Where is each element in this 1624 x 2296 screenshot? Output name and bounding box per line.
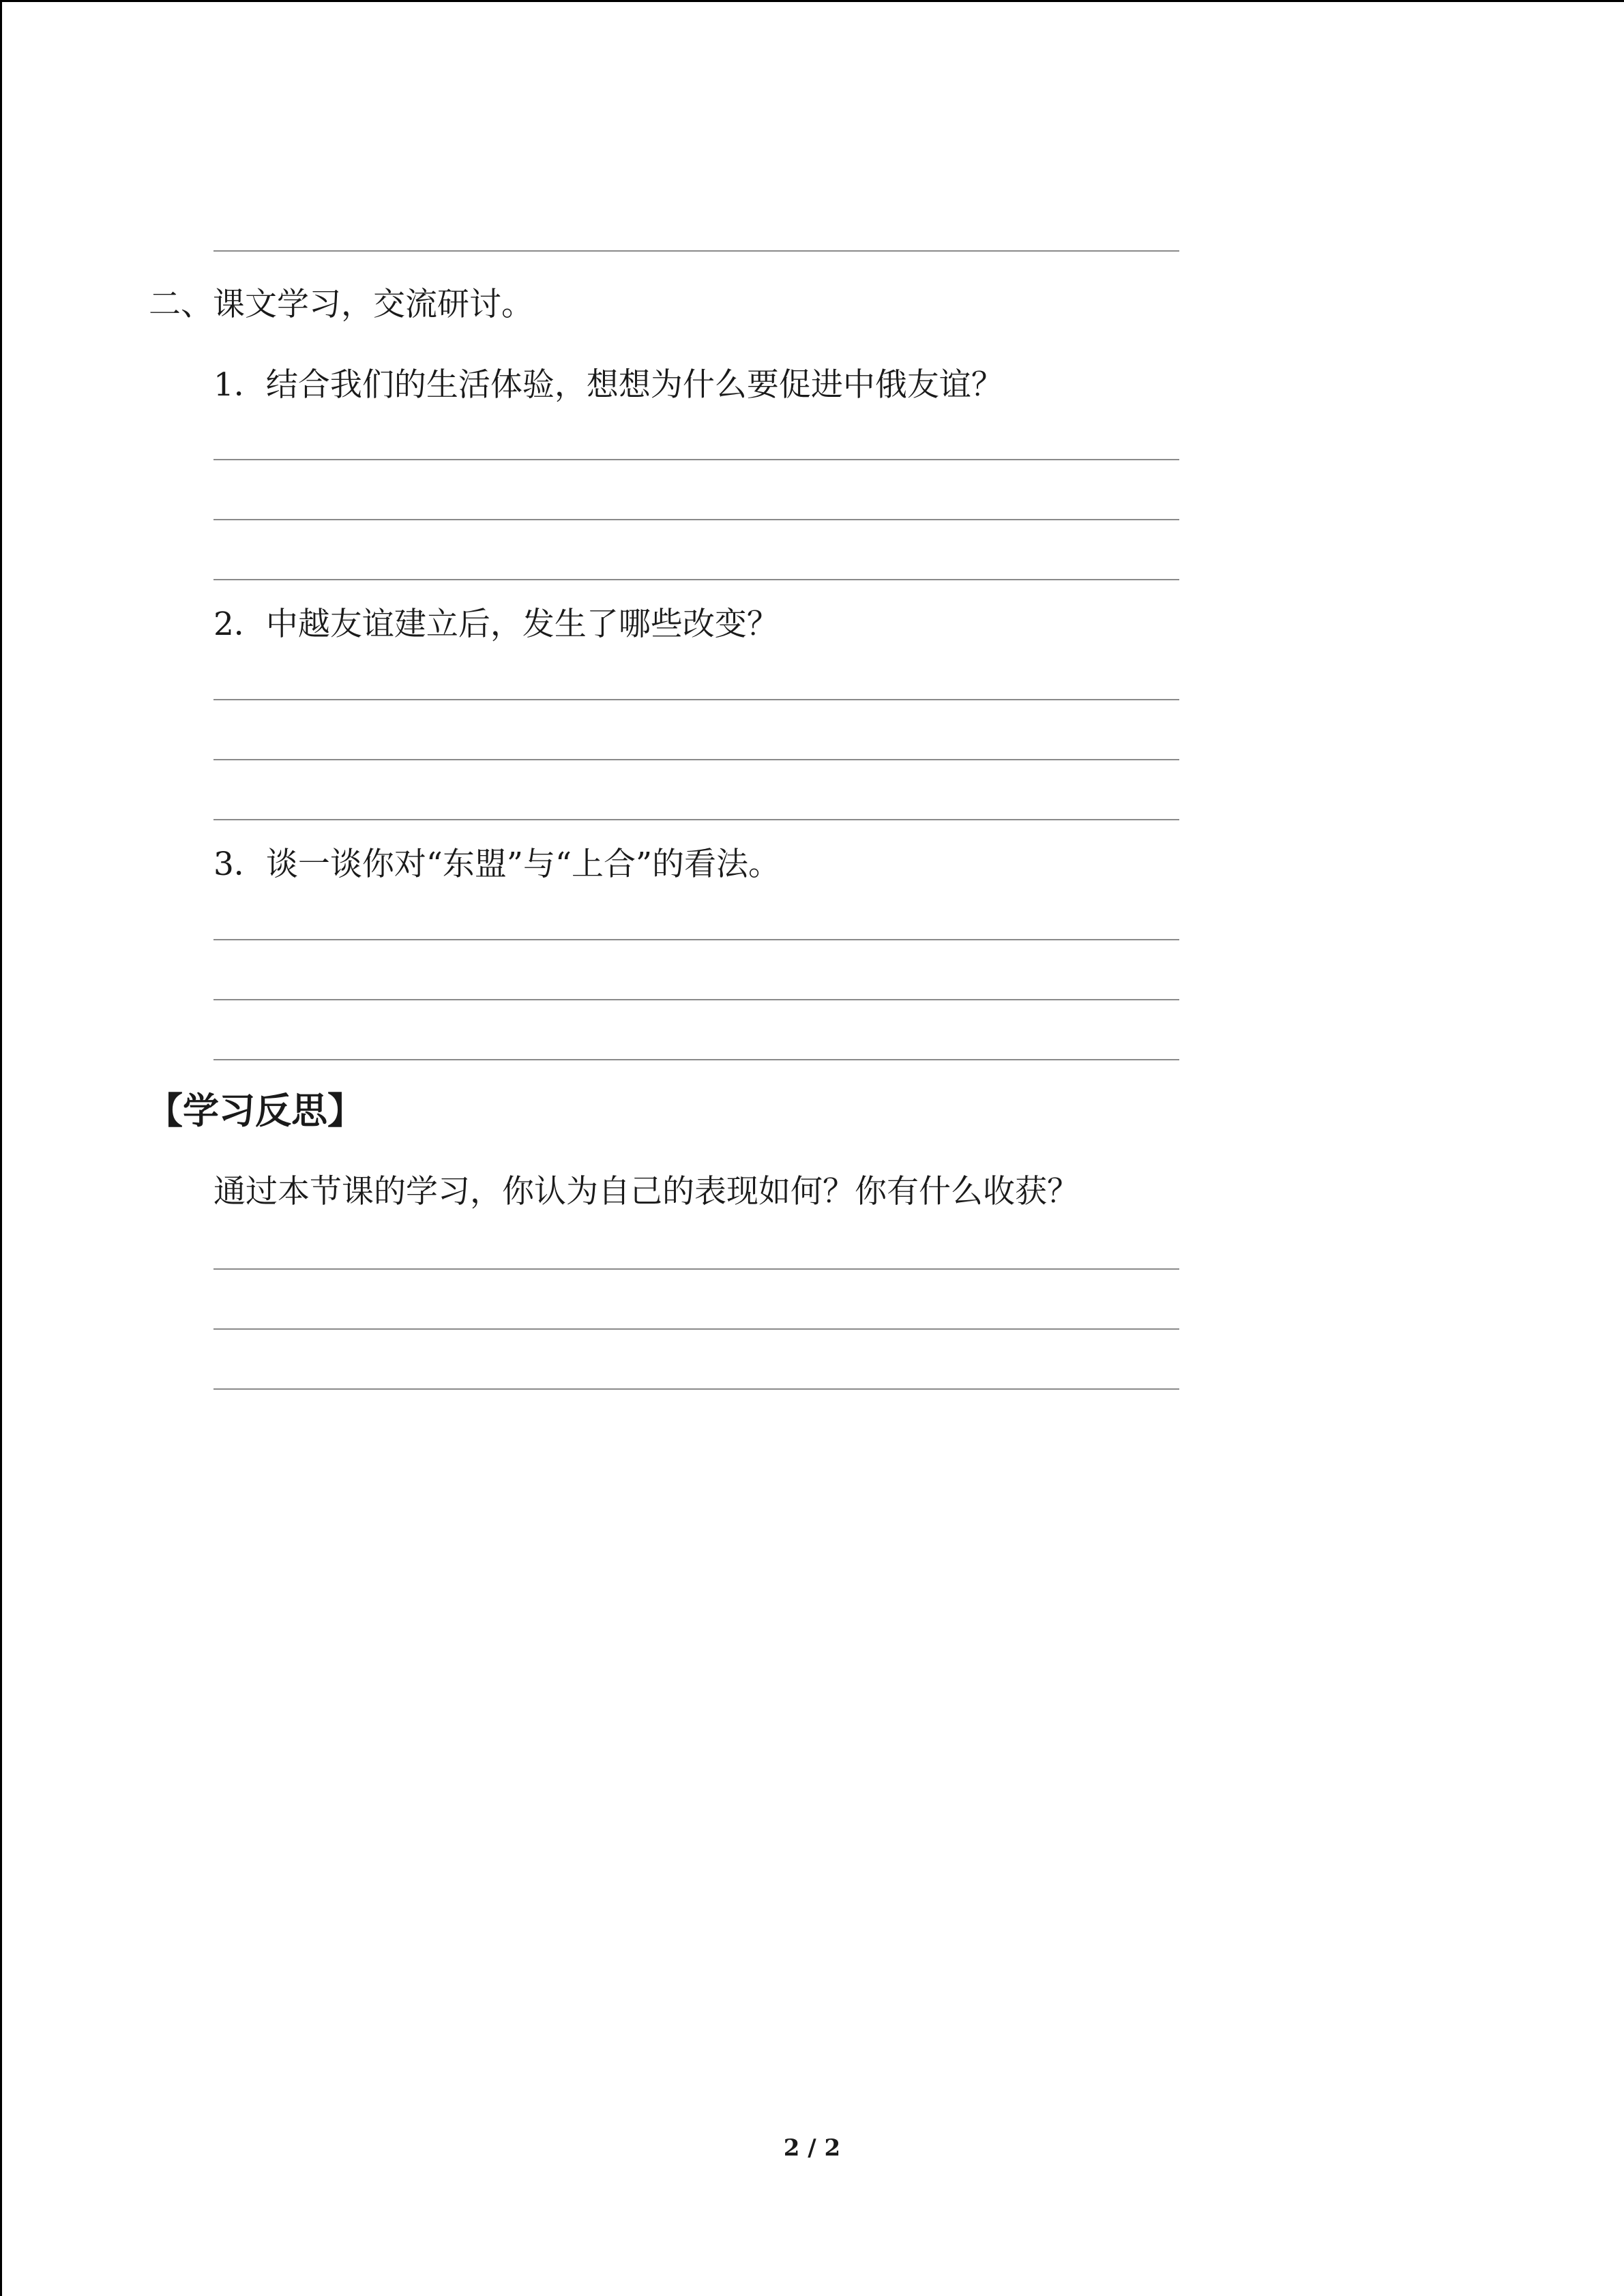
page-border-top	[0, 0, 1624, 2]
answer-line[interactable]	[213, 939, 1179, 940]
answer-line[interactable]	[213, 999, 1179, 1000]
answer-line[interactable]	[213, 1328, 1179, 1330]
answer-line[interactable]	[213, 819, 1179, 820]
answer-line[interactable]	[213, 1388, 1179, 1390]
section-heading: 二、课文学习，交流研讨。	[149, 286, 533, 323]
reflection-heading: 【学习反思】	[147, 1090, 364, 1132]
question-1: 1．结合我们的生活体验，想想为什么要促进中俄友谊？	[213, 366, 1003, 404]
answer-line[interactable]	[213, 759, 1179, 760]
answer-line[interactable]	[213, 519, 1179, 520]
answer-line[interactable]	[213, 459, 1179, 460]
answer-line[interactable]	[213, 699, 1179, 700]
answer-line[interactable]	[213, 250, 1179, 252]
page-border-left	[0, 0, 2, 2296]
answer-line[interactable]	[213, 1059, 1179, 1060]
answer-line[interactable]	[213, 579, 1179, 580]
answer-line[interactable]	[213, 1268, 1179, 1270]
question-2: 2．中越友谊建立后，发生了哪些改变？	[213, 606, 779, 643]
question-3: 3．谈一谈你对“东盟”与“上合”的看法。	[213, 846, 781, 883]
page-number: 2 / 2	[783, 2134, 841, 2162]
reflection-prompt: 通过本节课的学习，你认为自己的表现如何？你有什么收获？	[213, 1173, 1079, 1210]
